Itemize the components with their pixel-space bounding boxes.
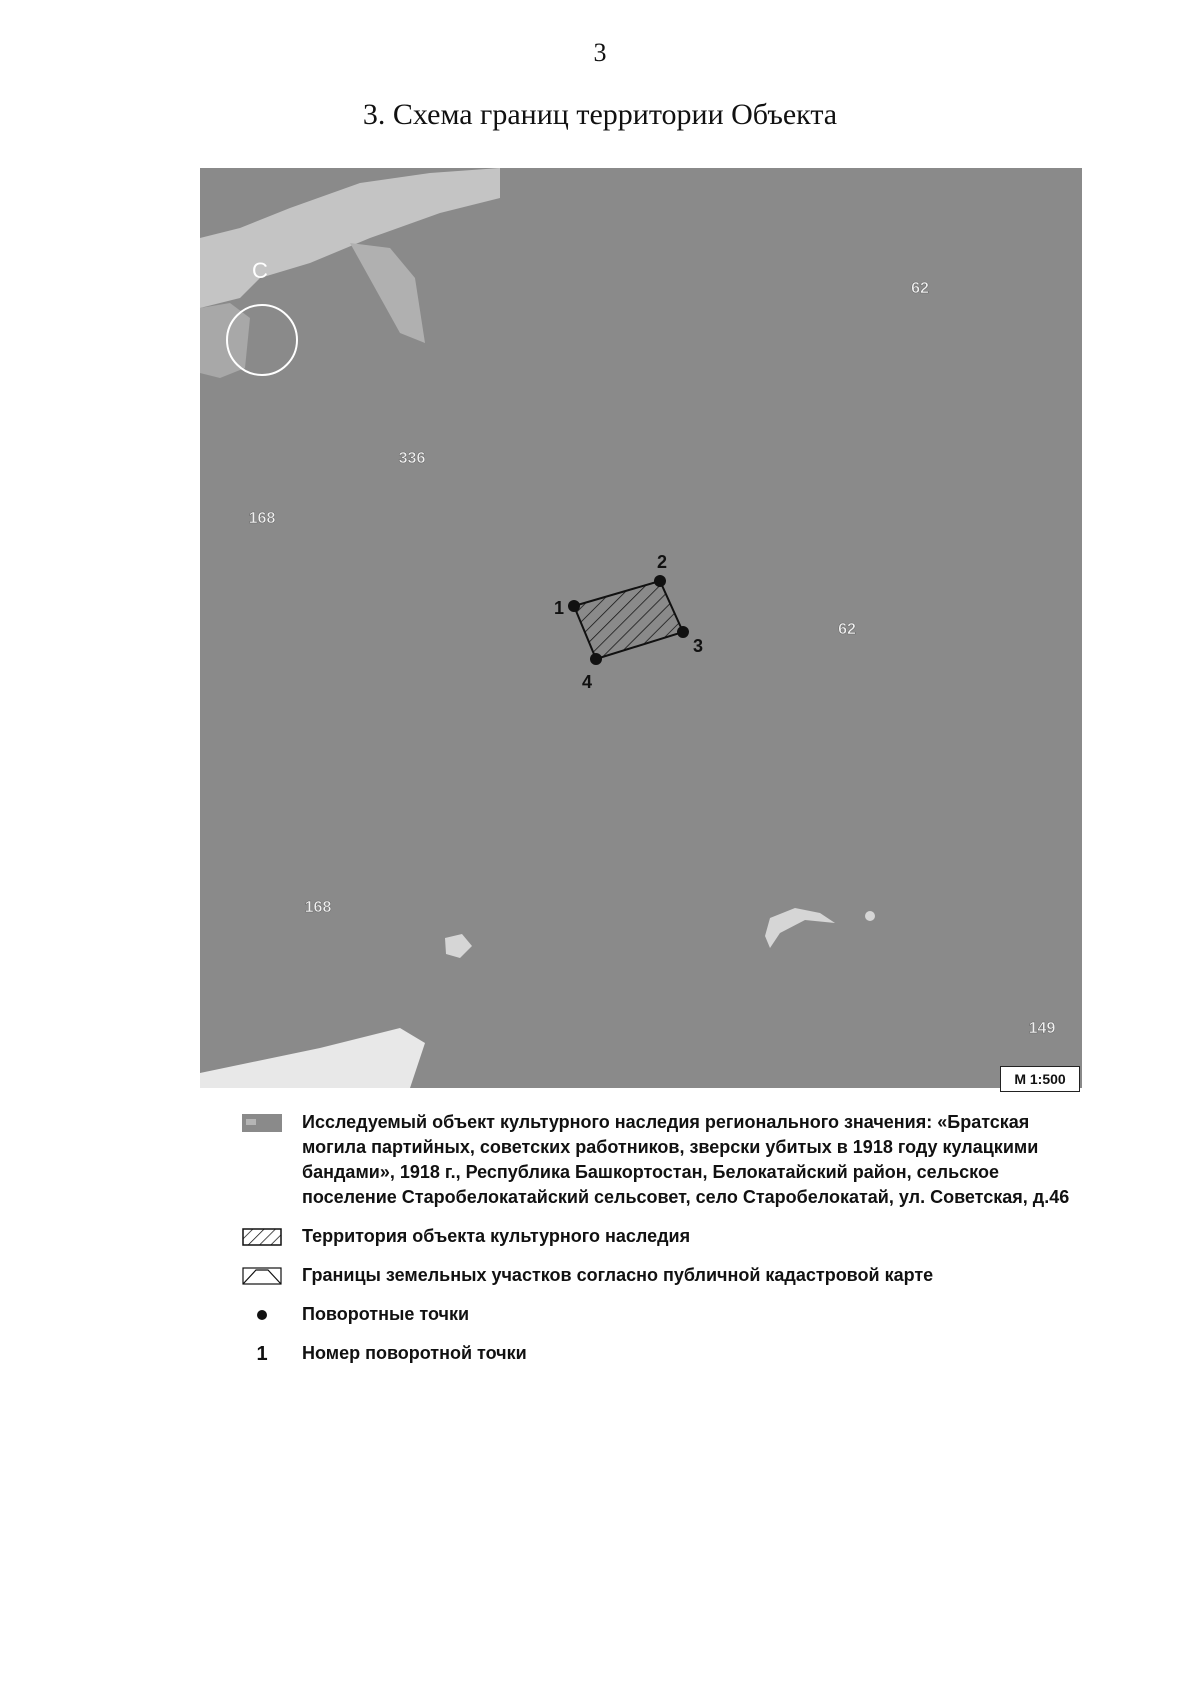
light-area-bottom: [200, 1028, 425, 1088]
legend: [240, 1110, 1070, 1380]
dot-icon: [240, 1304, 284, 1326]
map[interactable]: [200, 168, 1082, 1088]
legend-item-parcel-boundaries: [240, 1263, 1070, 1288]
page-title: 3. Схема границ территории Объекта: [362, 98, 838, 131]
light-area-top: [200, 168, 500, 308]
parcel-label: 336: [398, 450, 426, 467]
scale-label: М 1:500: [1000, 1066, 1080, 1092]
north-label: С: [252, 258, 268, 283]
parcel-label: 62: [838, 621, 856, 638]
turning-point-2[interactable]: [654, 575, 666, 587]
legend-item-point-number: [240, 1341, 1070, 1366]
legend-item-territory: [240, 1224, 1070, 1249]
point-number-symbol: 1: [256, 1342, 268, 1365]
hatch-icon: [240, 1226, 284, 1248]
point-label-1: 1: [554, 598, 565, 618]
legend-text: Границы земельных участков согласно публичной кадастровой карте: [302, 1265, 934, 1285]
point-label-4: 4: [582, 672, 593, 692]
parcel-label: 149: [1028, 1020, 1056, 1037]
map-svg: [200, 168, 1082, 1088]
point-label-2: 2: [657, 552, 668, 572]
legend-text: Поворотные точки: [302, 1304, 470, 1324]
parcel-label: 168: [248, 510, 276, 527]
turning-point-1[interactable]: [568, 600, 580, 612]
page-number: 3: [593, 38, 607, 67]
legend-text: Территория объекта культурного наследия: [302, 1226, 691, 1246]
legend-item-points: [240, 1302, 1070, 1327]
legend-text: Номер поворотной точки: [302, 1343, 527, 1363]
turning-point-3[interactable]: [677, 626, 689, 638]
light-spot-2: [765, 908, 835, 948]
light-area-strip: [350, 243, 425, 343]
gray-swatch-icon: [240, 1112, 284, 1134]
legend-text: Исследуемый объект культурного наследия регионального значения: «Братская могила партийных, советских работников, зверски убитых в 1918 году кулацкими бандами», 1918 г., Республика Башкортостан, Белокатайский район, сельское поселение Старобелокатайский сельсовет, село Старобелокатай, ул. Советская, д.46: [302, 1112, 1070, 1207]
light-spot-1: [445, 934, 472, 958]
turning-point-4[interactable]: [590, 653, 602, 665]
legend-item-object: [240, 1110, 1070, 1210]
parcel-label: 168: [304, 899, 332, 916]
parcel-boundary-icon: [240, 1265, 284, 1287]
light-area-left: [200, 303, 250, 378]
point-label-3: 3: [693, 636, 704, 656]
parcel-label: 62: [911, 280, 929, 297]
light-spot-3: [865, 911, 875, 921]
object-territory[interactable]: [574, 581, 683, 659]
